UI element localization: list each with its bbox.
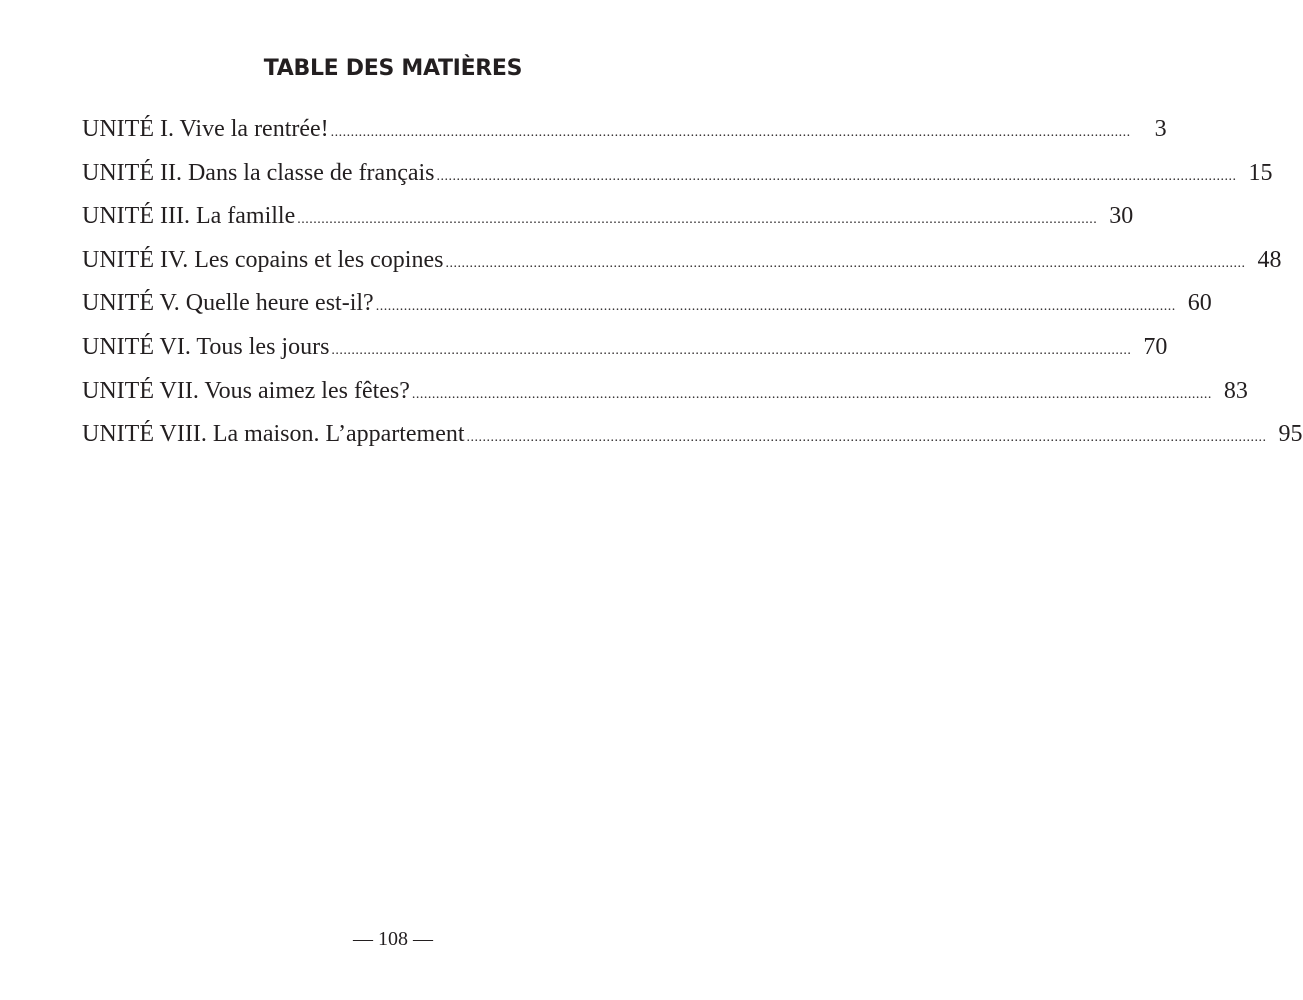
dot-leader: ........................................................................................................................................................................................................ (375, 299, 1176, 315)
page-number: — 108 — (353, 928, 433, 950)
toc-entry-page: 48 (1257, 246, 1282, 273)
toc-entry-title: UNITÉ V. Quelle heure est-il? (82, 290, 374, 317)
toc-entry[interactable] (82, 239, 1282, 283)
dot-leader: ........................................................................................................................................................................................................ (330, 125, 1131, 140)
dot-leader: ........................................................................................................................................................................................................ (297, 212, 1098, 228)
dot-leader: ........................................................................................................................................................................................................ (466, 430, 1267, 446)
toc-entry-page: 3 (1154, 116, 1167, 142)
toc-entry[interactable] (82, 108, 1167, 152)
toc-heading: TABLE DES MATIÈRES (263, 56, 523, 81)
toc-entry-page: 95 (1278, 421, 1303, 448)
toc-entry-title: UNITÉ III. La famille (82, 203, 296, 230)
toc-entry[interactable] (82, 282, 1212, 326)
toc-entry-page: 30 (1109, 203, 1134, 230)
table-of-contents (82, 108, 1303, 457)
toc-entry[interactable] (82, 152, 1273, 196)
toc-entry-title: UNITÉ VII. Vous aimez les fêtes? (82, 377, 410, 404)
toc-entry[interactable] (82, 326, 1168, 370)
dot-leader: ........................................................................................................................................................................................................ (445, 255, 1246, 271)
dot-leader: ........................................................................................................................................................................................................ (331, 342, 1132, 358)
toc-entry-page: 70 (1143, 333, 1168, 360)
toc-entry-page: 15 (1248, 159, 1273, 186)
toc-entry-page: 83 (1223, 377, 1248, 404)
toc-entry[interactable] (82, 413, 1303, 457)
dot-leader: ........................................................................................................................................................................................................ (411, 386, 1212, 402)
dot-leader: ........................................................................................................................................................................................................ (436, 168, 1237, 184)
toc-entry-title: UNITÉ I. Vive la rentrée! (82, 116, 329, 142)
toc-entry-title: UNITÉ VIII. La maison. L’appartement (82, 421, 465, 448)
toc-entry-title: UNITÉ IV. Les copains et les copines (82, 246, 444, 273)
toc-entry[interactable] (82, 370, 1248, 414)
toc-entry-page: 60 (1187, 290, 1212, 317)
toc-entry[interactable] (82, 195, 1134, 239)
toc-entry-title: UNITÉ II. Dans la classe de français (82, 159, 435, 186)
toc-entry-title: UNITÉ VI. Tous les jours (82, 333, 330, 360)
